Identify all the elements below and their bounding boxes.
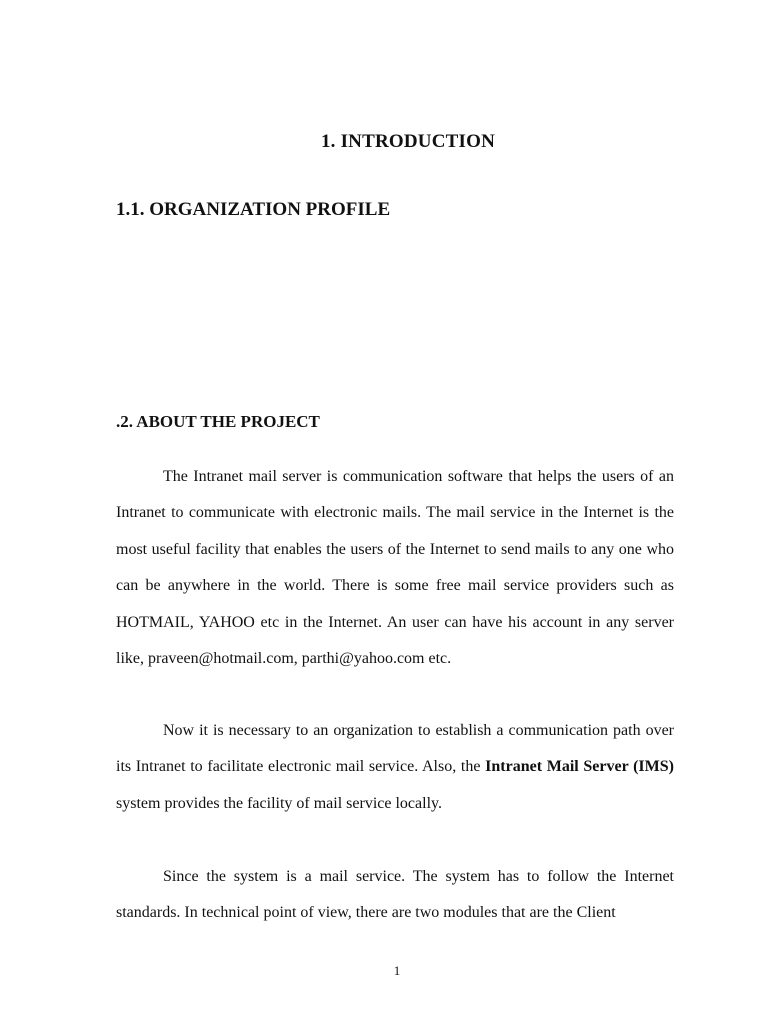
section-heading-about-project: .2. ABOUT THE PROJECT bbox=[116, 412, 320, 431]
paragraph-about-project-1: The Intranet mail server is communication software that helps the users of an Intranet to communicate with electronic mails. The mail service in the Internet is the most useful facility that enables the users of the Internet to send mails to any one who can be anywhere in the world. There is some free mail service providers such as HOTMAIL, YAHOO etc in the Internet. An user can have his account in any server like, praveen@hotmail.com, parthi@yahoo.com etc. bbox=[116, 468, 674, 668]
page-number: 1 bbox=[393, 963, 401, 978]
paragraph-2-text-start: Now it is necessary to an organization to establish a communication path over its Intranet to facilitate electronic mail service. Also, the bbox=[116, 722, 674, 776]
paragraph-2-bold-term: Intranet Mail Server (IMS) bbox=[485, 758, 674, 776]
chapter-heading: 1. INTRODUCTION bbox=[320, 131, 496, 152]
paragraph-about-project-3: Since the system is a mail service. The system has to follow the Internet standards. In technical point of view, there are two modules that are the Client bbox=[116, 868, 674, 922]
section-heading-organization-profile: 1.1. ORGANIZATION PROFILE bbox=[116, 199, 391, 220]
paragraph-2-text-end: system provides the facility of mail service locally. bbox=[116, 794, 442, 812]
paragraph-about-project-2 bbox=[116, 713, 674, 822]
